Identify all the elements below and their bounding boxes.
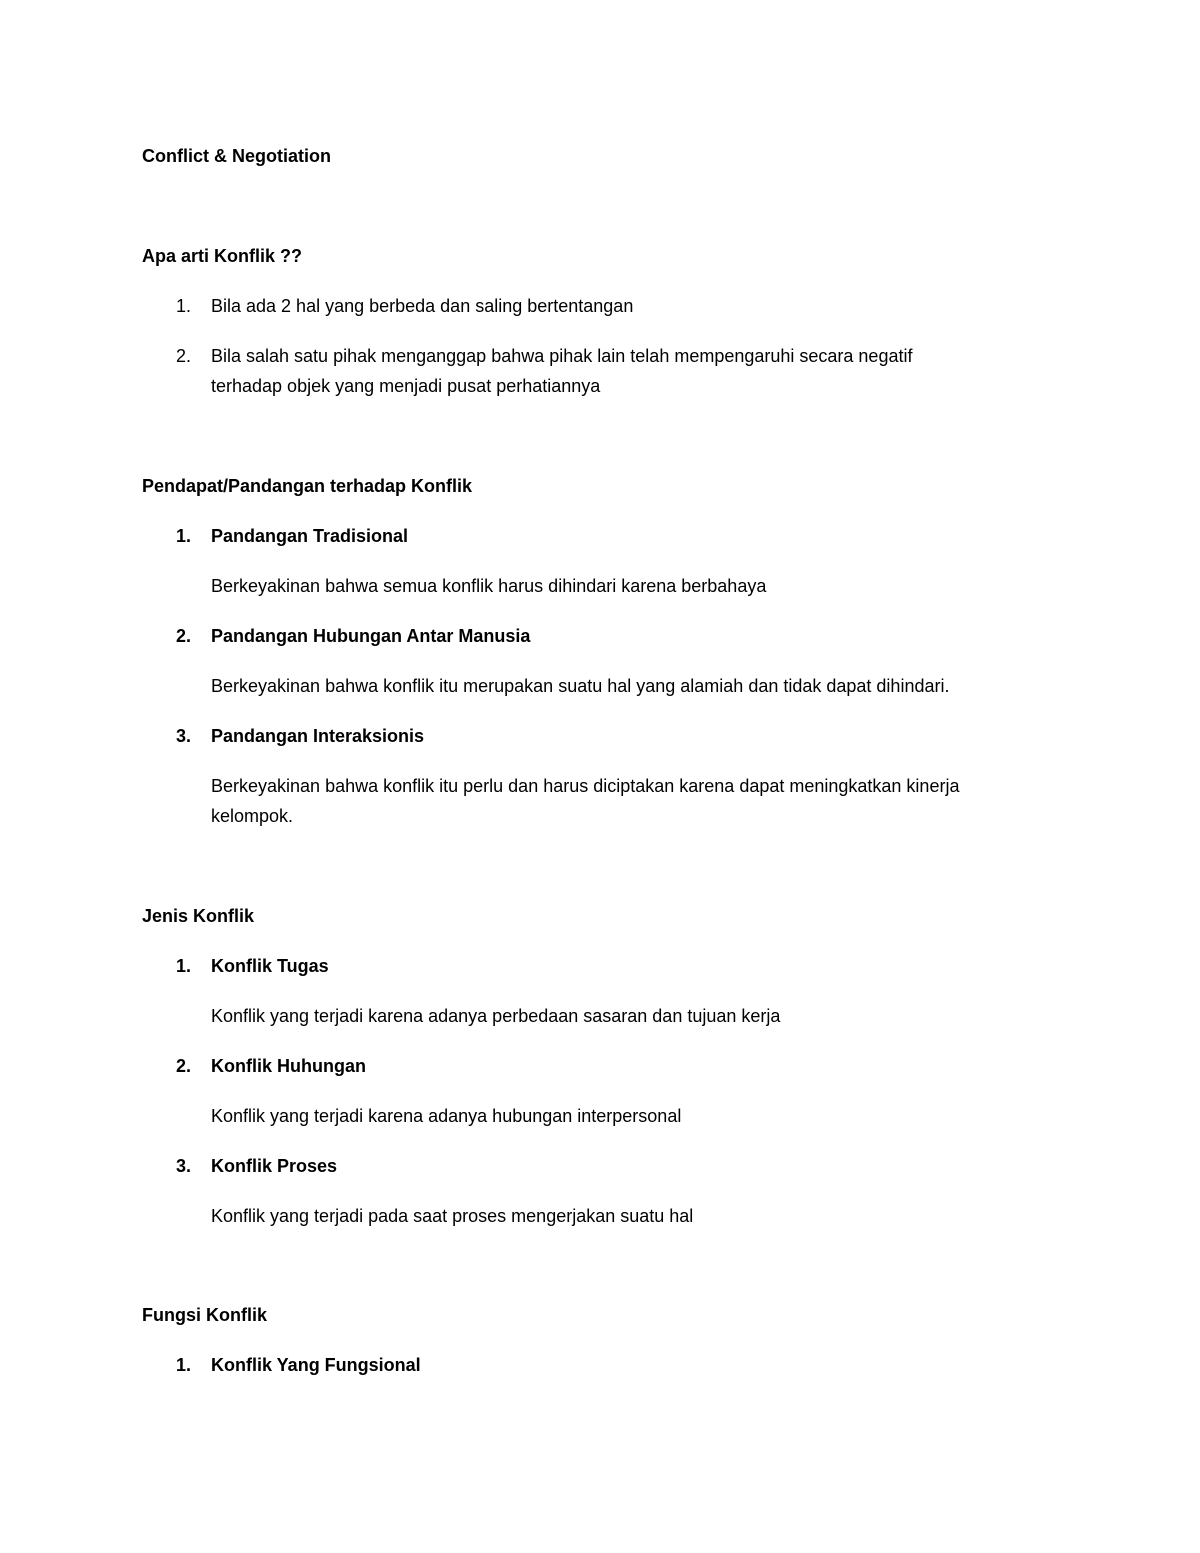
list-number: 1. xyxy=(176,956,192,976)
list-item-title: Konflik Proses xyxy=(211,1156,338,1176)
list-item-description-continued: kelompok. xyxy=(211,806,294,826)
list-item-description: Konflik yang terjadi karena adanya perbedaan sasaran dan tujuan kerja xyxy=(211,1006,781,1026)
list-item-text: Bila salah satu pihak menganggap bahwa pihak lain telah mempengaruhi secara negatif xyxy=(211,346,913,366)
list-item-title: Pandangan Hubungan Antar Manusia xyxy=(211,626,531,646)
list-number: 1. xyxy=(176,296,192,316)
list-item-title: Konflik Tugas xyxy=(211,956,329,976)
list-item-text-continued: terhadap objek yang menjadi pusat perhatiannya xyxy=(211,376,601,396)
section-heading-fungsi-konflik: Fungsi Konflik xyxy=(142,1305,267,1325)
list-number: 3. xyxy=(176,1156,192,1176)
list-number: 2. xyxy=(176,1056,192,1076)
list-item-title: Pandangan Tradisional xyxy=(211,526,409,546)
list-item-description: Konflik yang terjadi karena adanya hubungan interpersonal xyxy=(211,1106,682,1126)
list-item-description: Berkeyakinan bahwa konflik itu merupakan suatu hal yang alamiah dan tidak dapat dihindari. xyxy=(211,676,950,696)
list-item-description: Konflik yang terjadi pada saat proses mengerjakan suatu hal xyxy=(211,1206,694,1226)
list-number: 2. xyxy=(176,626,192,646)
list-item-title: Pandangan Interaksionis xyxy=(211,726,425,746)
list-number: 2. xyxy=(176,346,192,366)
list-number: 1. xyxy=(176,1355,192,1375)
list-item-text: Bila ada 2 hal yang berbeda dan saling bertentangan xyxy=(211,296,634,316)
section-heading-arti-konflik: Apa arti Konflik ?? xyxy=(142,246,303,266)
section-heading-jenis-konflik: Jenis Konflik xyxy=(142,906,255,926)
list-number: 1. xyxy=(176,526,192,546)
list-item-title: Konflik Huhungan xyxy=(211,1056,366,1076)
list-item-title: Konflik Yang Fungsional xyxy=(211,1355,421,1375)
section-heading-pandangan: Pendapat/Pandangan terhadap Konflik xyxy=(142,476,473,496)
list-item-description: Berkeyakinan bahwa konflik itu perlu dan harus diciptakan karena dapat meningkatkan kinerja xyxy=(211,776,960,796)
list-item-description: Berkeyakinan bahwa semua konflik harus dihindari karena berbahaya xyxy=(211,576,767,596)
document-title: Conflict & Negotiation xyxy=(142,146,331,166)
list-number: 3. xyxy=(176,726,192,746)
